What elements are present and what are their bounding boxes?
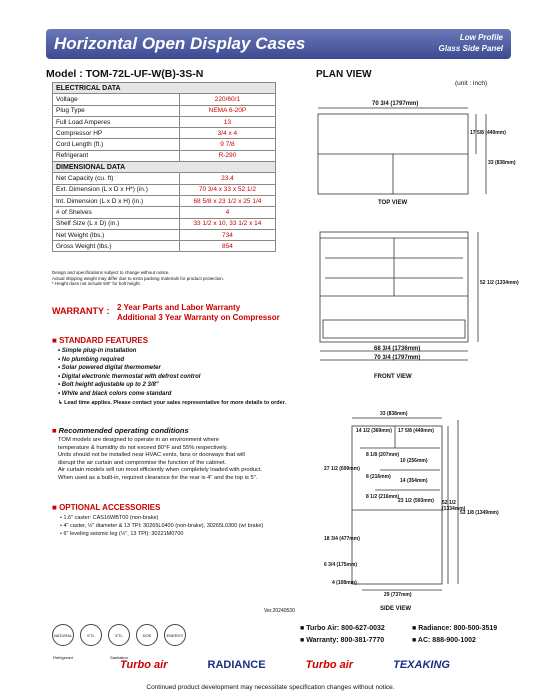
dim-side-o: 53 1/8 (1349mm) <box>460 510 499 516</box>
subtitle-line-1: Low Profile <box>459 33 503 42</box>
operating-line: disrupt the air curtain and compromise the function of the cabinet. <box>58 459 227 466</box>
accessories-title: ■ OPTIONAL ACCESSORIES <box>52 503 161 512</box>
spec-value: 4 <box>179 207 275 218</box>
operating-line: Air curtain models will run most efficiently when completely loaded with product. <box>58 467 263 473</box>
bullet: • <box>58 356 62 363</box>
contact-radiance: ■ Radiance: 800-500-3519 <box>412 625 498 632</box>
bullet: • <box>58 382 62 389</box>
dim-side-f: 14 (354mm) <box>400 478 428 484</box>
dim-side-a: 14 1/2 (369mm) <box>356 428 392 434</box>
cert-logo: DOE <box>136 624 158 646</box>
spec-label: Full Load Amperes <box>53 116 180 127</box>
contact-ac: ■ AC: 888-900-1002 <box>412 637 476 644</box>
page-title: Horizontal Open Display Cases <box>54 34 306 53</box>
operating-line: TOM models are designed to operate in an environment where <box>58 437 220 443</box>
brand-turbo-air: Turbo air <box>120 659 168 671</box>
spec-label: Refrigerant <box>53 150 180 161</box>
bullet: • <box>58 390 62 397</box>
top-view-label: TOP VIEW <box>378 200 408 206</box>
spec-value: 220/60/1 <box>179 94 275 105</box>
spec-label: Gross Weight (lbs.) <box>53 241 180 252</box>
subtitle-line-2: Glass Side Panel <box>438 44 503 53</box>
bullet: ↳ <box>58 399 65 406</box>
dim-side-b: 17 5/8 (449mm) <box>398 428 434 434</box>
dim-side-n: 52 1/2 (1334mm) <box>442 500 466 512</box>
feature-text: White and black colors come standard <box>61 390 172 397</box>
model-number: Model : TOM-72L-UF-W(B)-3S-N <box>46 68 204 80</box>
dim-side-c: 8 1/8 (207mm) <box>366 452 400 458</box>
dim-side-k: 6 3/4 (175mm) <box>324 562 358 568</box>
spec-label: Plug Type <box>53 105 180 116</box>
feature-text: Solar powered digital thermometer <box>61 365 161 372</box>
spec-label: Voltage <box>53 94 180 105</box>
spec-value: 68 5/8 x 23 1/2 x 25 1/4 <box>179 195 275 206</box>
brand-texaking: TEXAKING <box>393 659 450 671</box>
footer-note: Continued product development may necessitate specification changes without notice. <box>146 684 395 691</box>
note: Design and specifications subject to change without notice. <box>52 270 170 275</box>
dim-side-m: 29 (737mm) <box>384 592 412 598</box>
version: Ver.20240530 <box>264 608 295 614</box>
contact-text: Turbo Air: 800-627-0032 <box>306 625 385 632</box>
contact-text: Warranty: 800-381-7770 <box>306 637 385 644</box>
spec-value: 3/4 x 4 <box>179 128 275 139</box>
note: * Height does not include 5/8" for bolt height. <box>52 281 141 286</box>
features-title: ■ STANDARD FEATURES <box>52 336 149 345</box>
dim-top-width: 70 3/4 (1797mm) <box>372 101 419 107</box>
contact-text: AC: 888-900-1002 <box>417 637 476 644</box>
side-view-outline <box>352 426 442 584</box>
bullet: • <box>60 523 64 529</box>
bullet: • <box>60 515 64 521</box>
accessory-text: 4" caster, ½" diameter & 13 TPI: 30265L0400 (non-brake), 30265L0300 (w/ brake) <box>63 523 264 529</box>
spec-value: 70 3/4 x 33 x 52 1/2 <box>179 184 275 195</box>
spec-value: 9 7/8 <box>179 139 275 150</box>
contact-warranty: ■ Warranty: 800-381-7770 <box>300 637 385 644</box>
bullet: • <box>58 373 62 380</box>
feature-text: Lead time applies. Please contact your sales representative for more details to order. <box>64 399 287 406</box>
spec-value: 33 1/2 x 10, 33 1/2 x 14 <box>179 218 275 229</box>
spec-label: Int. Dimension (L x D x H) (in.) <box>53 195 180 206</box>
operating-title: ■ Recommended operating conditions <box>52 426 189 435</box>
operating-line: Units should not be installed near HVAC vents, fans or doorways that will <box>58 452 245 458</box>
spec-value: 734 <box>179 229 275 240</box>
cert-logo: NATURAL Refrigerant <box>52 624 74 646</box>
spec-label: # of Shelves <box>53 207 180 218</box>
note: Actual shipping weight may differ due to extra packing materials for product protection. <box>52 275 225 281</box>
feature-text: No plumbing required <box>61 356 125 363</box>
contact-text: Radiance: 800-500-3519 <box>418 625 498 632</box>
spec-label: Net Weight (lbs.) <box>53 229 180 240</box>
dim-side-e: 8 (216mm) <box>366 474 391 480</box>
dim-top-d2: 33 (838mm) <box>488 160 516 166</box>
unit-label: (unit : inch) <box>455 80 488 87</box>
front-view-label: FRONT VIEW <box>374 374 412 380</box>
section-header: DIMENSIONAL DATA <box>53 162 276 173</box>
contact-turbo-air: ■ Turbo Air: 800-627-0032 <box>300 625 385 632</box>
side-view-label: SIDE VIEW <box>380 606 412 612</box>
spec-label: Shelf Size (L x D) (in.) <box>53 218 180 229</box>
spec-value: 854 <box>179 241 275 252</box>
spec-label: Compressor HP <box>53 128 180 139</box>
feature-text: Simple plug-in installation <box>61 348 137 354</box>
bullet: • <box>58 365 62 372</box>
accessory-text: 6" leveling seismic leg (½", 13 TPI): 30221M0700 <box>63 531 184 537</box>
spec-value: NEMA 6-20P <box>179 105 275 116</box>
cert-logo: ENERGY <box>164 624 186 646</box>
dim-side-g: 8 1/2 (216mm) <box>366 494 400 500</box>
feature-text: Digital electronic thermostat with defrost control <box>61 373 201 380</box>
warranty-line-2: Additional 3 Year Warranty on Compressor <box>117 313 280 322</box>
dim-front-w1: 68 3/4 (1736mm) <box>374 346 421 352</box>
spec-value: 23.4 <box>179 173 275 184</box>
bullet: • <box>60 531 64 537</box>
dim-side-d: 10 (256mm) <box>400 458 428 464</box>
section-header: ELECTRICAL DATA <box>53 83 276 94</box>
dim-side-h: 23 1/2 (593mm) <box>398 498 434 504</box>
dim-side-j: 18 3/4 (477mm) <box>324 536 360 542</box>
dim-side-i: 27 1/2 (699mm) <box>324 466 360 472</box>
accessory-text: 1.6" caster: CAS16WBT00 (non-brake) <box>63 515 159 521</box>
dim-side-l: 4 (108mm) <box>332 580 357 586</box>
operating-title-text: Recommended operating conditions <box>58 426 189 435</box>
feature-text: Bolt height adjustable up to 2 3/8" <box>61 382 159 389</box>
dim-front-w2: 70 3/4 (1797mm) <box>374 355 421 361</box>
front-view-grille <box>323 320 465 338</box>
features-title-text: STANDARD FEATURES <box>59 336 149 345</box>
accessories-title-text: OPTIONAL ACCESSORIES <box>59 503 161 512</box>
warranty-label: WARRANTY : <box>52 306 110 316</box>
brand-turbo-air-2: Turbo air <box>305 659 354 671</box>
spec-label: Ext. Dimension (L x D x H*) (in.) <box>53 184 180 195</box>
dim-front-h: 52 1/2 (1334mm) <box>480 280 519 286</box>
operating-line: When used as a built-in, required clearance for the rear is 4" and the top is 5". <box>58 474 258 481</box>
spec-label: Cord Length (ft.) <box>53 139 180 150</box>
dim-top-d1: 17 5/8 (449mm) <box>470 130 506 136</box>
plan-view-title: PLAN VIEW <box>316 69 372 80</box>
operating-line: temperature & humidity do not exceed 80°F and 55% respectively. <box>58 444 228 451</box>
bullet: • <box>58 348 62 354</box>
warranty-line-1: 2 Year Parts and Labor Warranty <box>117 303 241 312</box>
cert-logo: ETL <box>80 624 102 646</box>
spec-value: R-290 <box>179 150 275 161</box>
spec-label: Net Capacity (cu. ft) <box>53 173 180 184</box>
cert-logo: ETL Sanitation <box>108 624 130 646</box>
spec-value: 13 <box>179 116 275 127</box>
dim-side-top: 33 (838mm) <box>380 411 408 417</box>
brand-radiance: RADIANCE <box>207 659 266 671</box>
